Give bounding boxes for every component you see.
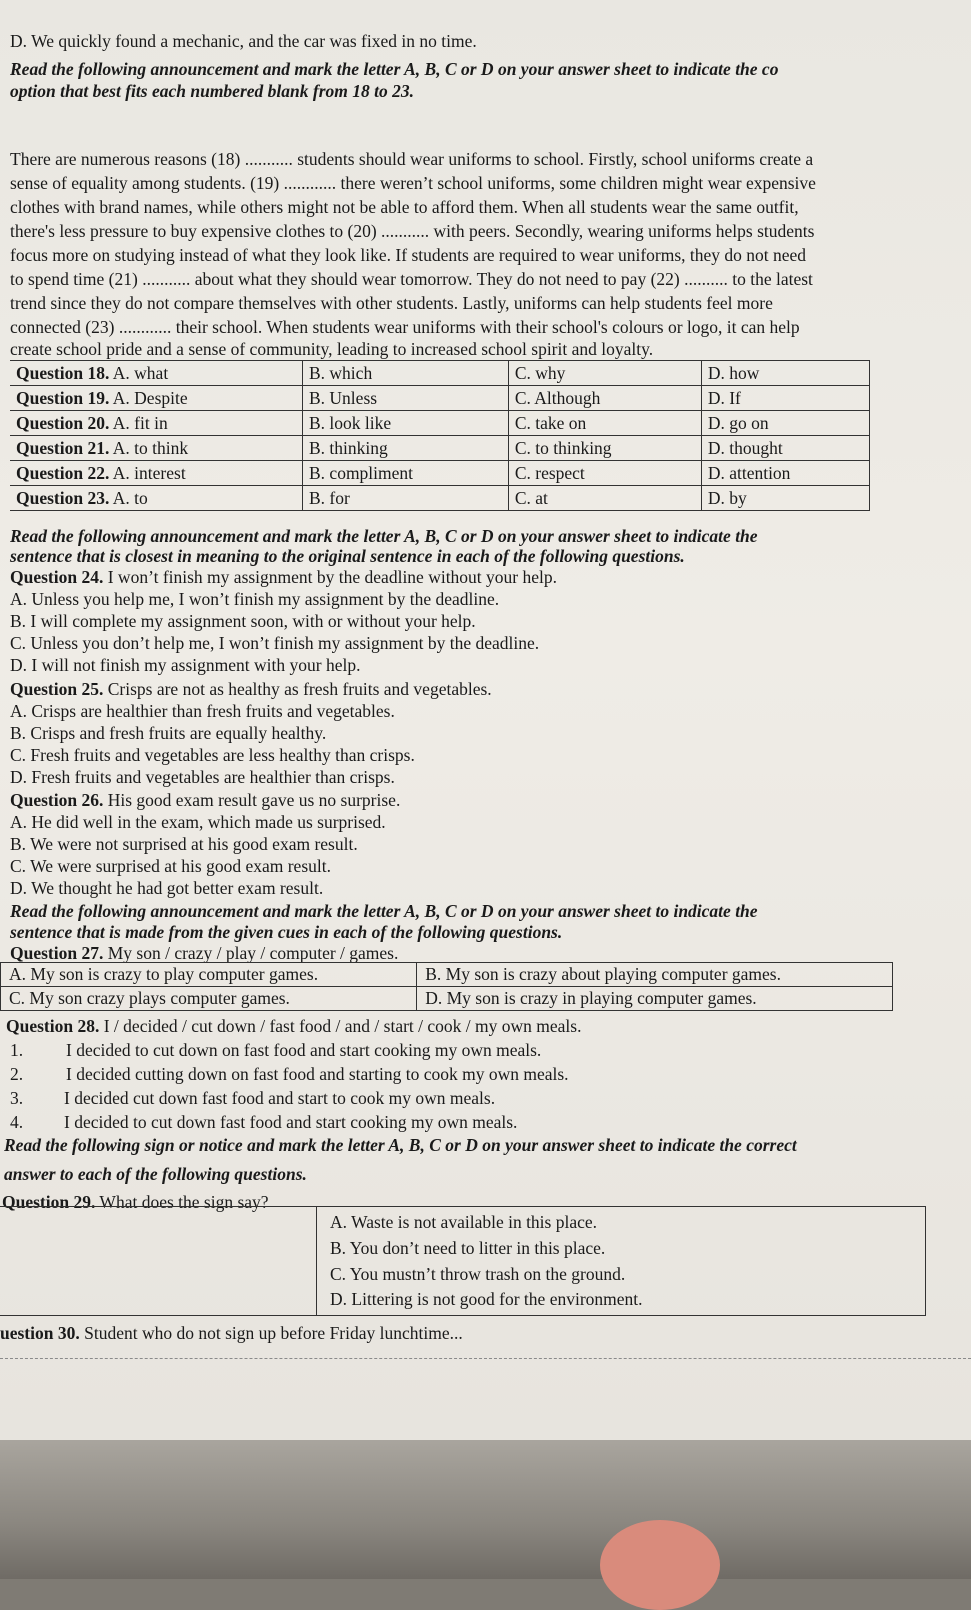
q27-option-c[interactable]: C. My son crazy plays computer games. bbox=[1, 987, 417, 1011]
question-28-stem bbox=[6, 1015, 581, 1037]
q28-option-2 bbox=[10, 1063, 569, 1085]
option-a[interactable]: A. fit in bbox=[112, 412, 168, 433]
question-text: Crisps are not as healthy as fresh fruits and vegetables. bbox=[107, 679, 492, 699]
question-cell bbox=[10, 386, 303, 411]
option-d[interactable]: D. thought bbox=[701, 436, 869, 461]
q28-option-3 bbox=[10, 1087, 495, 1109]
q25-option-c[interactable]: C. Fresh fruits and vegetables are less healthy than crisps. bbox=[10, 745, 415, 765]
q28-option-4 bbox=[10, 1111, 517, 1133]
question-text: I won’t finish my assignment by the deadline without your help. bbox=[107, 567, 558, 587]
question-27-stem bbox=[10, 942, 398, 964]
question-row bbox=[10, 486, 870, 511]
section4-instruction-line2: answer to each of the following questions. bbox=[4, 1164, 307, 1184]
passage-line: sense of equality among students. (19) ............ there weren’t school uniforms, some children might wear expensive bbox=[10, 173, 816, 193]
question-number: Question 26. bbox=[10, 790, 104, 810]
option-a[interactable]: A. interest bbox=[112, 462, 186, 483]
option-b[interactable]: B. for bbox=[303, 486, 509, 511]
question-25-stem bbox=[10, 678, 492, 700]
option-b[interactable]: B. thinking bbox=[303, 436, 509, 461]
questions-18-23-table bbox=[10, 360, 870, 511]
option-text[interactable]: I decided cutting down on fast food and starting to cook my own meals. bbox=[66, 1064, 569, 1084]
question-text: His good exam result gave us no surprise. bbox=[107, 790, 401, 810]
passage-line: focus more on studying instead of what they look like. If students are required to wear uniforms, they do not need bbox=[10, 245, 807, 265]
question-number: Question 24. bbox=[10, 567, 104, 587]
option-number: 1. bbox=[10, 1040, 24, 1060]
question-cell bbox=[10, 361, 303, 386]
section2-instruction-line2: sentence that is closest in meaning to the original sentence in each of the following questions. bbox=[10, 546, 685, 566]
question-24-stem bbox=[10, 566, 557, 588]
option-d[interactable]: D. by bbox=[701, 486, 869, 511]
option-a[interactable]: A. Despite bbox=[112, 387, 188, 408]
passage-line: trend since they do not compare themselves with other students. Lastly, uniforms can help students feel more bbox=[10, 293, 773, 313]
option-number: 3. bbox=[10, 1088, 24, 1108]
q24-option-a[interactable]: A. Unless you help me, I won’t finish my assignment by the deadline. bbox=[10, 589, 500, 609]
passage-line: there's less pressure to buy expensive clothes to (20) ........... with peers. Secondly, wearing uniforms helps students bbox=[10, 221, 815, 241]
option-b[interactable]: B. look like bbox=[303, 411, 509, 436]
question-26-stem bbox=[10, 789, 400, 811]
passage-line: clothes with brand names, while others might not be able to afford them. When all students wear the same outfit, bbox=[10, 197, 799, 217]
section1-instruction-line2: option that best fits each numbered blank from 18 to 23. bbox=[10, 81, 414, 101]
question-30-stem bbox=[0, 1322, 463, 1344]
q27-option-b[interactable]: B. My son is crazy about playing computer games. bbox=[417, 963, 893, 987]
q24-option-d[interactable]: D. I will not finish my assignment with your help. bbox=[10, 655, 361, 675]
question-number: Question 27. bbox=[10, 943, 104, 963]
question-row bbox=[10, 436, 870, 461]
option-a[interactable]: A. what bbox=[112, 362, 169, 383]
option-d[interactable]: D. how bbox=[701, 361, 869, 386]
q25-option-b[interactable]: B. Crisps and fresh fruits are equally healthy. bbox=[10, 723, 327, 743]
option-c[interactable]: C. Although bbox=[508, 386, 701, 411]
option-d[interactable]: D. go on bbox=[701, 411, 869, 436]
option-d[interactable]: D. If bbox=[701, 386, 869, 411]
q26-option-c[interactable]: C. We were surprised at his good exam result. bbox=[10, 856, 331, 876]
question-row bbox=[10, 461, 870, 486]
q26-option-a[interactable]: A. He did well in the exam, which made us surprised. bbox=[10, 812, 386, 832]
section2-instruction-line1: Read the following announcement and mark the letter A, B, C or D on your answer sheet to indicate the bbox=[10, 526, 758, 546]
q25-option-d[interactable]: D. Fresh fruits and vegetables are healthier than crisps. bbox=[10, 767, 395, 787]
question-number: Question 18. bbox=[16, 362, 110, 383]
question-number: Question 23. bbox=[16, 487, 110, 508]
passage-line: create school pride and a sense of community, leading to increased school spirit and loyalty. bbox=[10, 339, 654, 359]
question-number: Question 29. bbox=[2, 1192, 96, 1212]
question-27-options bbox=[0, 962, 893, 1011]
question-cell bbox=[10, 486, 303, 511]
q29-option-d[interactable]: D. Littering is not good for the environment. bbox=[330, 1289, 643, 1309]
top-option-d: D. We quickly found a mechanic, and the car was fixed in no time. bbox=[10, 31, 477, 51]
question-cell bbox=[10, 411, 303, 436]
option-c[interactable]: C. take on bbox=[508, 411, 701, 436]
option-c[interactable]: C. why bbox=[508, 361, 701, 386]
question-text: What does the sign say? bbox=[99, 1192, 269, 1212]
option-number: 4. bbox=[10, 1112, 24, 1132]
q26-option-b[interactable]: B. We were not surprised at his good exam result. bbox=[10, 834, 358, 854]
question-text: My son / crazy / play / computer / games. bbox=[107, 943, 399, 963]
option-text[interactable]: I decided to cut down fast food and start cooking my own meals. bbox=[64, 1112, 518, 1132]
question-29-box bbox=[0, 1206, 926, 1316]
question-row bbox=[10, 411, 870, 436]
passage-line: There are numerous reasons (18) ........... students should wear uniforms to school. Firstly, school uniforms create a bbox=[10, 149, 814, 169]
q28-option-1 bbox=[10, 1039, 541, 1061]
section1-instruction-line1: Read the following announcement and mark the letter A, B, C or D on your answer sheet to indicate the co bbox=[10, 59, 779, 79]
option-c[interactable]: C. respect bbox=[508, 461, 701, 486]
q27-option-a[interactable]: A. My son is crazy to play computer games. bbox=[1, 963, 417, 987]
q29-option-c[interactable]: C. You mustn’t throw trash on the ground. bbox=[330, 1264, 626, 1284]
q25-option-a[interactable]: A. Crisps are healthier than fresh fruits and vegetables. bbox=[10, 701, 395, 721]
option-c[interactable]: C. to thinking bbox=[508, 436, 701, 461]
finger bbox=[600, 1520, 720, 1610]
section4-instruction-line1: Read the following sign or notice and mark the letter A, B, C or D on your answer sheet to indicate the correct bbox=[4, 1135, 797, 1155]
question-number: Question 28. bbox=[6, 1016, 100, 1036]
option-d[interactable]: D. attention bbox=[701, 461, 869, 486]
section3-instruction-line2: sentence that is made from the given cues in each of the following questions. bbox=[10, 922, 563, 942]
option-a[interactable]: A. to think bbox=[112, 437, 189, 458]
background-surface bbox=[0, 1440, 971, 1579]
q29-option-b[interactable]: B. You don’t need to litter in this place. bbox=[330, 1238, 606, 1258]
option-number: 2. bbox=[10, 1064, 24, 1084]
question-number: Question 19. bbox=[16, 387, 110, 408]
question-cell bbox=[10, 436, 303, 461]
option-a[interactable]: A. to bbox=[112, 487, 148, 508]
q27-option-d[interactable]: D. My son is crazy in playing computer games. bbox=[417, 987, 893, 1011]
question-number: uestion 30. bbox=[0, 1323, 80, 1343]
question-row bbox=[10, 386, 870, 411]
section3-instruction-line1: Read the following announcement and mark the letter A, B, C or D on your answer sheet to indicate the bbox=[10, 901, 758, 921]
option-b[interactable]: B. Unless bbox=[303, 386, 509, 411]
q24-option-c[interactable]: C. Unless you don’t help me, I won’t finish my assignment by the deadline. bbox=[10, 633, 540, 653]
question-text: Student who do not sign up before Friday lunchtime... bbox=[84, 1323, 463, 1343]
option-b[interactable]: B. compliment bbox=[303, 461, 509, 486]
passage-line: to spend time (21) ........... about what they should wear tomorrow. They do not need to pay (22) .......... to the latest bbox=[10, 269, 813, 289]
question-number: Question 21. bbox=[16, 437, 110, 458]
question-number: Question 20. bbox=[16, 412, 110, 433]
option-c[interactable]: C. at bbox=[508, 486, 701, 511]
q29-option-a[interactable]: A. Waste is not available in this place. bbox=[330, 1212, 598, 1232]
sign-image-area bbox=[0, 1207, 317, 1315]
question-number: Question 25. bbox=[10, 679, 104, 699]
dashed-divider bbox=[0, 1358, 971, 1359]
option-b[interactable]: B. which bbox=[303, 361, 509, 386]
question-cell bbox=[10, 461, 303, 486]
passage-line: connected (23) ............ their school. When students wear uniforms with their school's colours or logo, it can help bbox=[10, 317, 800, 337]
q24-option-b[interactable]: B. I will complete my assignment soon, with or without your help. bbox=[10, 611, 476, 631]
question-text: I / decided / cut down / fast food / and / start / cook / my own meals. bbox=[103, 1016, 582, 1036]
option-text[interactable]: I decided to cut down on fast food and start cooking my own meals. bbox=[66, 1040, 542, 1060]
q26-option-d[interactable]: D. We thought he had got better exam result. bbox=[10, 878, 324, 898]
question-row bbox=[10, 361, 870, 386]
option-text[interactable]: I decided cut down fast food and start to cook my own meals. bbox=[64, 1088, 496, 1108]
question-number: Question 22. bbox=[16, 462, 110, 483]
